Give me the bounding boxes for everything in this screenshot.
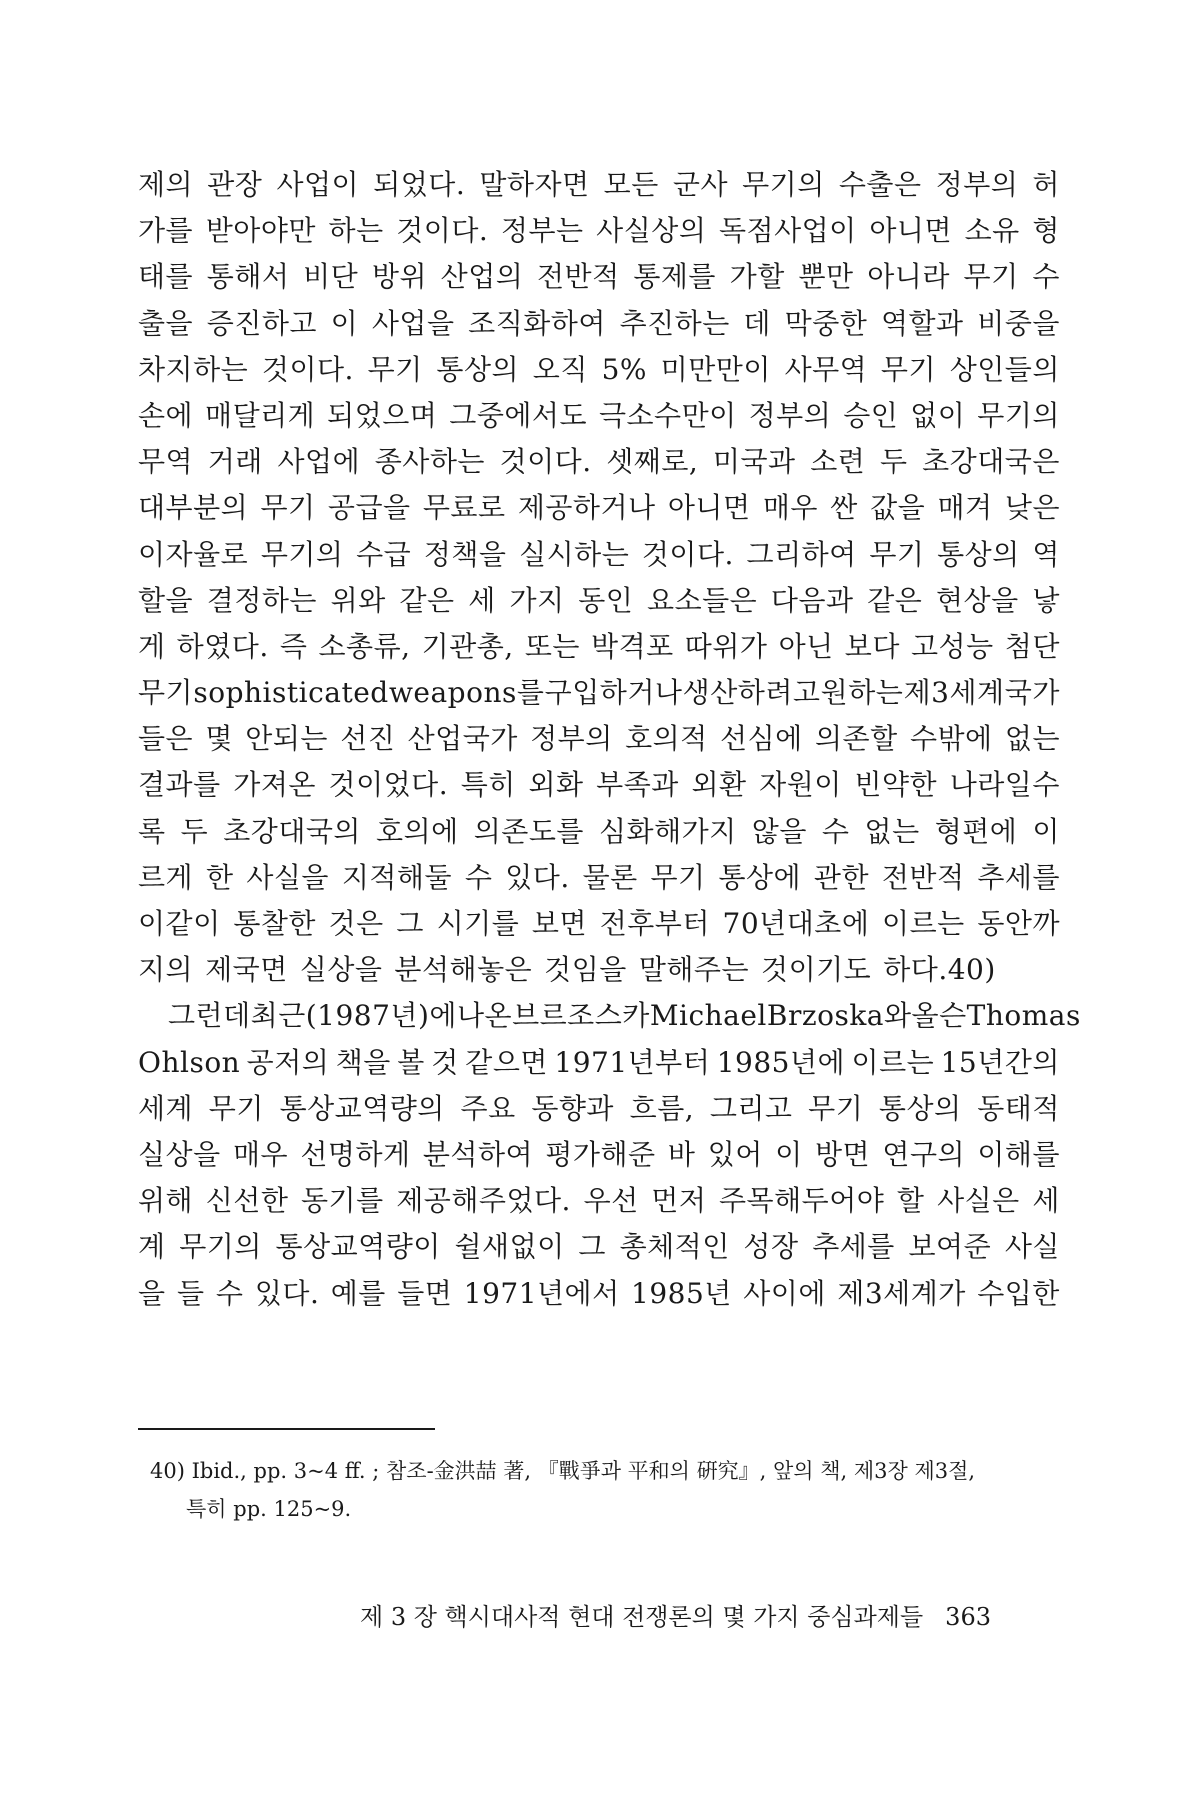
- word: 브르조스카: [512, 999, 650, 1033]
- word: 사업에: [277, 445, 361, 479]
- word: 역할과: [880, 306, 964, 340]
- word: 낳: [1032, 583, 1060, 617]
- word: 성장: [743, 1230, 799, 1264]
- word: 수: [1032, 260, 1060, 294]
- word: 보여준: [908, 1230, 992, 1264]
- word: 상인들의: [949, 352, 1060, 386]
- word: 선진: [340, 722, 396, 756]
- word: 가할: [729, 260, 785, 294]
- word: 동향과: [531, 1091, 614, 1125]
- word: 위와: [330, 583, 386, 617]
- word: 록: [138, 814, 166, 848]
- word: 볼: [397, 1045, 425, 1079]
- word: 하는: [328, 214, 384, 248]
- word: 매우: [762, 491, 818, 525]
- word: 계: [138, 1230, 166, 1264]
- word: 수급: [356, 537, 412, 571]
- word: 세계: [138, 1091, 194, 1125]
- word: 시기를: [436, 907, 520, 940]
- word: 을: [138, 1276, 166, 1310]
- text-line: [138, 439, 1060, 485]
- text-line: [138, 1040, 1060, 1086]
- word: 외환: [691, 768, 747, 802]
- word: 사이에: [743, 1276, 826, 1310]
- word: 것: [431, 1045, 459, 1079]
- word: 호의적: [625, 722, 708, 756]
- word: 제공해주었다.: [396, 1184, 571, 1218]
- text-line: [138, 1224, 1060, 1270]
- word: 것이었다.: [328, 768, 449, 802]
- word: 매달리게: [205, 398, 316, 432]
- word: 생산하려고: [682, 676, 821, 710]
- word: 고성능: [911, 629, 994, 663]
- word: 세: [468, 583, 496, 617]
- word: 정부의: [748, 398, 832, 432]
- word: 셋째로,: [606, 445, 699, 479]
- word: 의존도를: [473, 814, 584, 848]
- word: 것이다.: [396, 214, 489, 248]
- word: 독점사업이: [718, 214, 857, 248]
- word: 결과를: [138, 768, 221, 802]
- word: Ohlson: [138, 1045, 241, 1079]
- word: 값을: [870, 491, 926, 525]
- word: 가지: [509, 583, 565, 617]
- word: 승인: [843, 398, 899, 432]
- word: 무기: [208, 1091, 264, 1125]
- word: 수: [464, 860, 493, 894]
- word: 되었으며: [327, 398, 438, 432]
- word: 이해를: [977, 1137, 1060, 1171]
- word: 있어: [707, 1137, 763, 1171]
- word: 산업국가: [407, 722, 518, 756]
- word: 박격포: [591, 629, 674, 663]
- word: 하였다.: [176, 629, 269, 663]
- text-line: [138, 532, 1060, 578]
- word: Thomas: [966, 999, 1081, 1033]
- word: 무역: [138, 445, 194, 479]
- word: 선명하게: [300, 1137, 411, 1171]
- word: 추세를: [812, 1230, 895, 1264]
- word: 매우: [232, 1137, 289, 1171]
- word: 국가: [1004, 676, 1060, 710]
- word: 방면: [814, 1137, 871, 1171]
- word: 안되는: [245, 722, 328, 756]
- word: 선심에: [720, 722, 803, 756]
- word: 사업을: [371, 306, 455, 340]
- word: 평가해준: [545, 1137, 656, 1171]
- footnote-40: [150, 1452, 1070, 1528]
- word: 외화: [528, 768, 584, 802]
- word: 두: [180, 814, 209, 848]
- word: 공급을: [327, 491, 411, 525]
- word: 그: [396, 907, 424, 940]
- word: 통상의: [878, 1091, 962, 1125]
- word: 소련: [810, 445, 866, 479]
- word: 무기: [880, 352, 937, 386]
- word: 들면: [397, 1276, 453, 1310]
- word: 조직화하여: [468, 306, 606, 340]
- word: 극소수만이: [598, 398, 737, 432]
- word: 것이다.: [261, 352, 354, 386]
- word: 아니라: [867, 260, 950, 294]
- word: 의존할: [814, 722, 898, 756]
- word: 1971년에서: [463, 1276, 620, 1310]
- word: 전후부터: [599, 907, 710, 940]
- word: 부족과: [596, 768, 679, 802]
- word: 바: [667, 1137, 696, 1171]
- word: 이: [330, 306, 359, 340]
- word: 그리하여: [746, 537, 857, 571]
- text-line: [138, 162, 1060, 208]
- word: 무기: [650, 860, 706, 894]
- word: 무기의: [260, 537, 344, 571]
- page-number: 363: [945, 1603, 991, 1631]
- word: 제3세계: [903, 676, 1005, 710]
- word: 보면: [531, 907, 588, 940]
- word: 대부분의: [138, 491, 249, 525]
- word: 이같이: [138, 907, 221, 940]
- word: 전반적: [537, 260, 620, 294]
- text-line: [138, 485, 1060, 531]
- text-line: [138, 347, 1060, 393]
- word: 수밖에: [909, 722, 993, 756]
- word: 무기의: [977, 398, 1060, 432]
- text-line: [138, 301, 1060, 347]
- word: 원하는: [820, 676, 904, 710]
- word: 말해주는: [638, 953, 750, 987]
- word: 미국과: [712, 445, 796, 479]
- word: 빈약한: [854, 768, 938, 802]
- word: 르게: [138, 860, 194, 894]
- word: 동기를: [300, 1184, 384, 1218]
- word: 정부의: [935, 168, 1019, 201]
- word: 자원이: [759, 768, 842, 802]
- word: 받아야만: [205, 214, 316, 248]
- word: 실시하는: [519, 537, 630, 571]
- word: 태를: [138, 260, 194, 294]
- word: 이르는: [851, 1045, 935, 1079]
- word: 우선: [583, 1184, 639, 1218]
- word: 몇: [205, 722, 233, 756]
- word: 이: [1032, 814, 1060, 848]
- running-footer: [360, 1597, 1060, 1637]
- text-line: [138, 993, 1081, 1039]
- word: 손에: [138, 398, 194, 432]
- word: 동태적: [977, 1091, 1060, 1125]
- text-line: [138, 901, 1060, 947]
- word: 주목해두어야: [719, 1184, 885, 1218]
- word: 1985년에: [716, 1045, 846, 1079]
- word: 현상을: [936, 583, 1019, 617]
- word: 데: [743, 306, 771, 340]
- word: 추진하는: [619, 306, 730, 340]
- word: 지적해둘: [341, 860, 453, 894]
- footnote-divider: [138, 1428, 435, 1430]
- word: 기관총,: [421, 629, 514, 663]
- word: 낮은: [1004, 491, 1060, 525]
- word: 역: [1032, 537, 1060, 571]
- word: 차지하는: [138, 352, 249, 386]
- word: 말하자면: [479, 168, 590, 201]
- word: 것이다.: [641, 537, 734, 571]
- word: 5%: [601, 352, 647, 386]
- word: 올슨: [911, 999, 967, 1033]
- word: 수: [215, 1276, 244, 1310]
- word: 군사: [672, 168, 728, 201]
- word: weapons를: [388, 676, 545, 710]
- word: 첨단: [1004, 629, 1060, 663]
- body-text: [138, 162, 1081, 1317]
- word: 있다.: [254, 1276, 320, 1310]
- word: 미만만이: [660, 352, 771, 386]
- word: 흐름,: [629, 1091, 695, 1125]
- word: 무기: [138, 676, 194, 710]
- word: 한: [205, 860, 234, 894]
- word: 결정하는: [206, 583, 317, 617]
- word: 통상교역량이: [275, 1230, 441, 1264]
- word: 허: [1032, 168, 1060, 201]
- word: Michael: [649, 999, 767, 1033]
- word: 1985년: [631, 1276, 732, 1310]
- word: 오직: [532, 352, 588, 386]
- word: 사실상의: [596, 214, 707, 248]
- word: 되었다.: [373, 168, 466, 201]
- word: 세: [1032, 1184, 1060, 1218]
- word: 위해: [138, 1184, 194, 1218]
- word: 정책을: [423, 537, 507, 571]
- word: 실상을: [299, 953, 383, 987]
- word: 사실은: [937, 1184, 1020, 1218]
- word: 전반적: [881, 860, 965, 894]
- word: 따위가: [684, 629, 768, 663]
- word: 사업이: [276, 168, 360, 201]
- word: 무기: [260, 491, 316, 525]
- word: 물론: [582, 860, 638, 894]
- word: 보다: [844, 629, 900, 663]
- word: 다음과: [770, 583, 854, 617]
- word: 것이다.: [499, 445, 592, 479]
- text-line: [138, 208, 1060, 254]
- word: 무기: [367, 352, 423, 386]
- word: 통찰한: [233, 907, 316, 940]
- text-line: [138, 947, 1060, 993]
- word: 없이: [910, 398, 966, 432]
- word: 신선한: [205, 1184, 289, 1218]
- word: 제국면: [205, 953, 288, 987]
- word: 두: [879, 445, 908, 479]
- word: 구입하거나: [544, 676, 683, 710]
- word: 없는: [1004, 722, 1060, 756]
- word: 들은: [138, 722, 194, 756]
- word: 수입한: [977, 1276, 1060, 1310]
- text-line: [138, 809, 1060, 855]
- word: 15년간의: [940, 1045, 1060, 1079]
- word: 수출은: [838, 168, 922, 201]
- word: 소총류,: [318, 629, 411, 663]
- word: 특히: [460, 768, 516, 802]
- word: 같은: [399, 583, 455, 617]
- word: 책을: [335, 1045, 391, 1079]
- word: 그: [578, 1230, 606, 1264]
- text-line: [138, 1086, 1060, 1132]
- word: 정부는: [500, 214, 584, 248]
- word: 같은: [867, 583, 923, 617]
- word: 관장: [207, 168, 263, 201]
- word: 나온: [456, 999, 513, 1033]
- word: 통상에: [718, 860, 802, 894]
- word: 분석해놓은: [394, 953, 533, 987]
- word: 않을: [751, 814, 807, 848]
- word: 제의: [138, 168, 194, 201]
- word: 통제를: [633, 260, 716, 294]
- word: 방위: [371, 260, 427, 294]
- text-line: [138, 624, 1060, 670]
- word: 제3세계가: [837, 1276, 966, 1310]
- word: 관한: [813, 860, 870, 894]
- word: sophisticated: [193, 676, 389, 710]
- word: 아니면: [869, 214, 952, 248]
- word: 가져온: [233, 768, 316, 802]
- word: 소유: [964, 214, 1020, 248]
- word: 무기의: [179, 1230, 262, 1264]
- word: 싼: [830, 491, 858, 525]
- word: 주요: [460, 1091, 516, 1125]
- word: 예를: [330, 1276, 386, 1310]
- footnote-line-1: 40) Ibid., pp. 3~4 ff. ; 참조-金洪喆 著, 『戰爭과 平和의 硏究』, 앞의 책, 제3장 제3절,: [150, 1459, 976, 1483]
- word: Brzoska와: [766, 999, 912, 1033]
- word: 통상교역량의: [279, 1091, 445, 1125]
- word: 호의에: [376, 814, 459, 848]
- word: 아니면: [667, 491, 751, 525]
- text-line: [138, 762, 1060, 808]
- word: 통상의: [436, 352, 520, 386]
- word: 출을: [138, 306, 194, 340]
- word: 무료로: [422, 491, 506, 525]
- word: 형편에: [934, 814, 1018, 848]
- word: 초강대국은: [922, 445, 1060, 479]
- word: 연구의: [882, 1137, 966, 1171]
- word: 초강대국의: [223, 814, 361, 848]
- word: 그런데: [168, 999, 251, 1033]
- text-line: [138, 716, 1060, 762]
- word: 총체적인: [619, 1230, 730, 1264]
- word: 요소들은: [647, 583, 758, 617]
- word: 쉴새없이: [454, 1230, 565, 1264]
- word: 통상의: [937, 537, 1020, 571]
- word: 정부의: [530, 722, 613, 756]
- word: 70년대초에: [722, 907, 870, 940]
- word: 실상을: [138, 1137, 221, 1171]
- word: 사무역: [784, 352, 868, 386]
- word: 동안까: [977, 907, 1060, 940]
- word: 나라일수: [949, 768, 1060, 802]
- text-line: [138, 855, 1060, 901]
- word: 이르는: [882, 907, 965, 940]
- word: 즉: [279, 629, 308, 663]
- word: 것은: [328, 907, 384, 940]
- word: 1971년부터: [554, 1045, 711, 1079]
- word: 무기의: [742, 168, 825, 201]
- word: 거래: [207, 445, 263, 479]
- word: 종사하는: [374, 445, 485, 479]
- word: 지의: [138, 953, 194, 987]
- word: 것이기도: [761, 953, 872, 987]
- text-line: [138, 578, 1060, 624]
- word: 이: [775, 1137, 803, 1171]
- word: 형: [1032, 214, 1060, 248]
- word: 사실: [1004, 1230, 1060, 1264]
- word: 없는: [864, 814, 920, 848]
- word: 최근(1987년)에: [250, 999, 457, 1033]
- word: 무기: [869, 537, 925, 571]
- word: 수: [821, 814, 850, 848]
- word: 제공하거나: [517, 491, 656, 525]
- word: 무기: [808, 1091, 864, 1125]
- word: 먼저: [651, 1184, 707, 1218]
- word: 것임을: [544, 953, 627, 987]
- word: 모든: [603, 168, 659, 201]
- word: 이자율로: [138, 537, 249, 571]
- text-line: [138, 393, 1060, 439]
- word: 막중한: [784, 306, 868, 340]
- word: 있다.: [505, 860, 570, 894]
- chapter-title: 제 3 장 핵시대사적 현대 전쟁론의 몇 가지 중심과제들: [360, 1603, 924, 1631]
- text-line: [138, 670, 1060, 716]
- word: 증진하고: [206, 306, 317, 340]
- text-line: [138, 254, 1060, 300]
- footnote-line-2: 특히 pp. 125~9.: [186, 1497, 352, 1521]
- word: 들: [176, 1276, 205, 1310]
- word: 추세를: [977, 860, 1060, 894]
- text-line: [138, 1178, 1060, 1224]
- word: 심화해가지: [598, 814, 737, 848]
- word: 그중에서도: [449, 398, 588, 432]
- text-line: [138, 1132, 1060, 1178]
- word: 가를: [138, 214, 194, 248]
- word: 하다.40): [883, 953, 996, 987]
- word: 사실을: [246, 860, 329, 894]
- word: 비단: [303, 260, 359, 294]
- word: 산업의: [440, 260, 524, 294]
- word: 무기: [963, 260, 1019, 294]
- word: 할을: [138, 583, 194, 617]
- word: 뿐만: [798, 260, 854, 294]
- word: 동인: [578, 583, 634, 617]
- word: 통해서: [206, 260, 290, 294]
- word: 같으면: [465, 1045, 548, 1079]
- word: 비중을: [977, 306, 1060, 340]
- word: 할: [896, 1184, 925, 1218]
- word: 게: [138, 629, 166, 663]
- word: 매겨: [937, 491, 993, 525]
- word: 또는: [524, 629, 580, 663]
- word: 분석하여: [422, 1137, 534, 1171]
- word: 공저의: [246, 1045, 330, 1079]
- text-line: [138, 1271, 1060, 1317]
- word: 아닌: [778, 629, 834, 663]
- word: 그리고: [709, 1091, 793, 1125]
